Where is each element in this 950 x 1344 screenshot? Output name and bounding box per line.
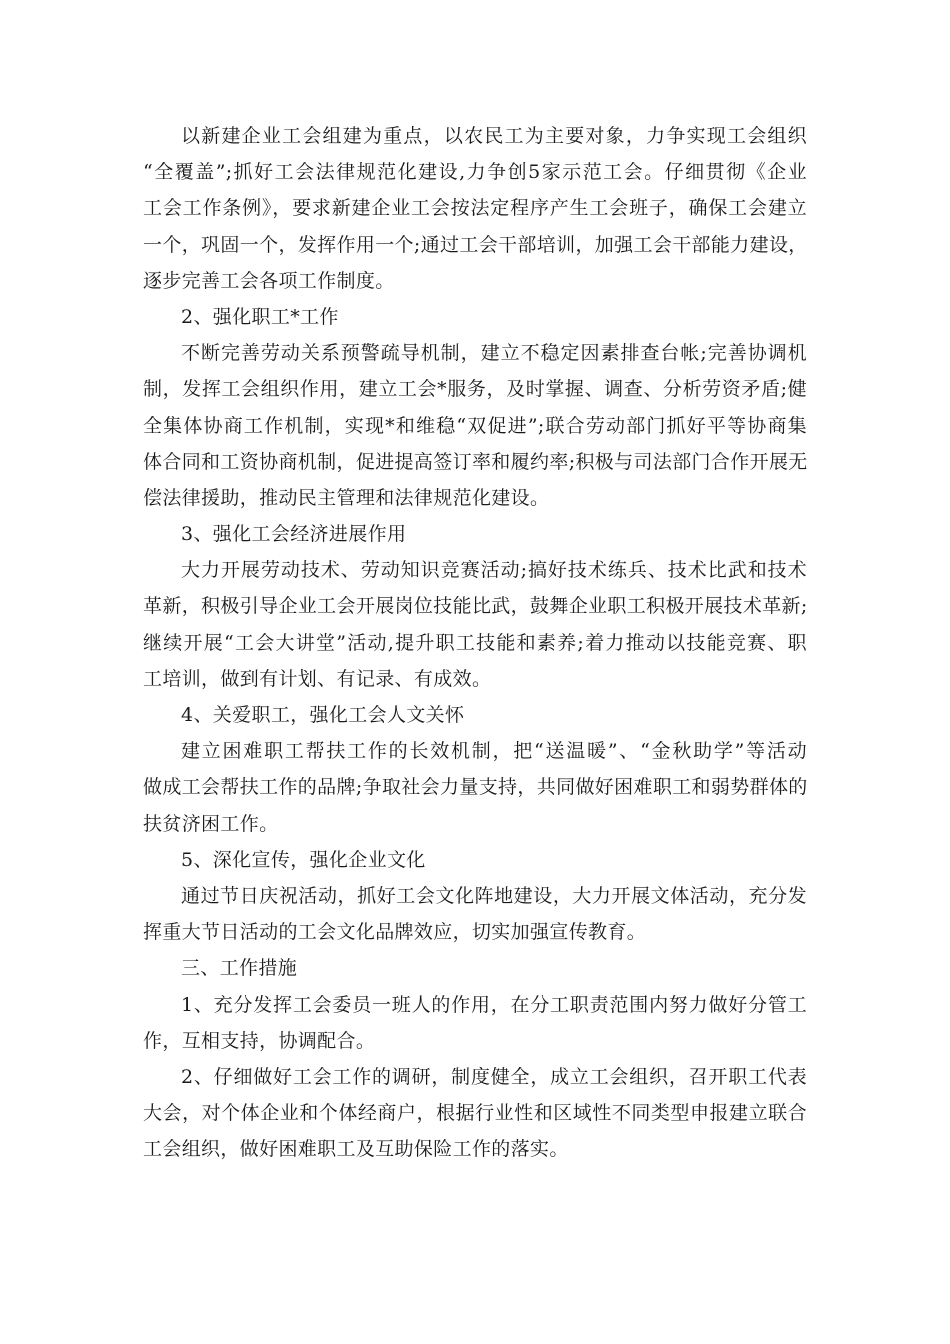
text-line: 挥重大节日活动的工会文化品牌效应，切实加强宣传教育。 bbox=[143, 921, 647, 944]
text-line: 继续开展“工会大讲堂”活动,提升职工技能和素养;着力推动以技能竞赛、职 bbox=[143, 631, 807, 654]
text-line: 1、充分发挥工会委员一班人的作用，在分工职责范围内努力做好分管工 bbox=[181, 993, 807, 1016]
text-line: 2、强化职工*工作 bbox=[181, 305, 339, 328]
text-line: 制，发挥工会组织作用，建立工会*服务，及时掌握、调查、分析劳资矛盾;健 bbox=[143, 378, 807, 401]
text-line: 通过节日庆祝活动，抓好工会文化阵地建设，大力开展文体活动，充分发 bbox=[181, 884, 807, 907]
text-line: 不断完善劳动关系预警疏导机制，建立不稳定因素排查台帐;完善协调机 bbox=[181, 342, 807, 365]
text-line: 大力开展劳动技术、劳动知识竞赛活动;搞好技术练兵、技术比武和技术 bbox=[181, 559, 807, 582]
text-line: 逐步完善工会各项工作制度。 bbox=[143, 269, 395, 292]
text-line: 做成工会帮扶工作的品牌;争取社会力量支持，共同做好困难职工和弱势群体的 bbox=[143, 776, 808, 799]
text-line: 作，互相支持，协调配合。 bbox=[143, 1029, 376, 1052]
text-line: 以新建企业工会组建为重点，以农民工为主要对象，力争实现工会组织 bbox=[181, 125, 807, 147]
text-line: 工会组织，做好困难职工及互助保险工作的落实。 bbox=[143, 1138, 569, 1161]
text-line: 2、仔细做好工会工作的调研，制度健全，成立工会组织，召开职工代表 bbox=[181, 1065, 807, 1088]
text-line: 5、深化宣传，强化企业文化 bbox=[181, 848, 426, 871]
text-line: “全覆盖”;抓好工会法律规范化建设,力争创5家示范工会。仔细贯彻《企业 bbox=[143, 161, 807, 184]
document-page bbox=[143, 118, 807, 1167]
text-line: 偿法律援助，推动民主管理和法律规范化建设。 bbox=[143, 486, 550, 509]
text-line: 3、强化工会经济进展作用 bbox=[181, 523, 407, 546]
text-line: 全集体协商工作机制，实现*和维稳“双促进”;联合劳动部门抓好平等协商集 bbox=[143, 414, 807, 437]
text-line: 三、工作措施 bbox=[181, 957, 298, 980]
text-line: 革新，积极引导企业工会开展岗位技能比武，鼓舞企业职工积极开展技术革新; bbox=[143, 595, 808, 618]
text-line: 工会工作条例》，要求新建企业工会按法定程序产生工会班子，确保工会建立 bbox=[143, 197, 807, 220]
text-line: 一个，巩固一个，发挥作用一个;通过工会干部培训，加强工会干部能力建设， bbox=[143, 233, 808, 256]
text-line: 体合同和工资协商机制，促进提高签订率和履约率;积极与司法部门合作开展无 bbox=[143, 450, 808, 473]
text-line: 4、关爱职工，强化工会人文关怀 bbox=[181, 704, 465, 726]
text-line: 建立困难职工帮扶工作的长效机制，把“送温暖”、“金秋助学”等活动 bbox=[181, 740, 807, 763]
text-line: 工培训，做到有计划、有记录、有成效。 bbox=[143, 667, 492, 690]
text-line: 扶贫济困工作。 bbox=[143, 812, 279, 835]
text-line: 大会，对个体企业和个体经商户，根据行业性和区域性不同类型申报建立联合 bbox=[143, 1102, 807, 1125]
